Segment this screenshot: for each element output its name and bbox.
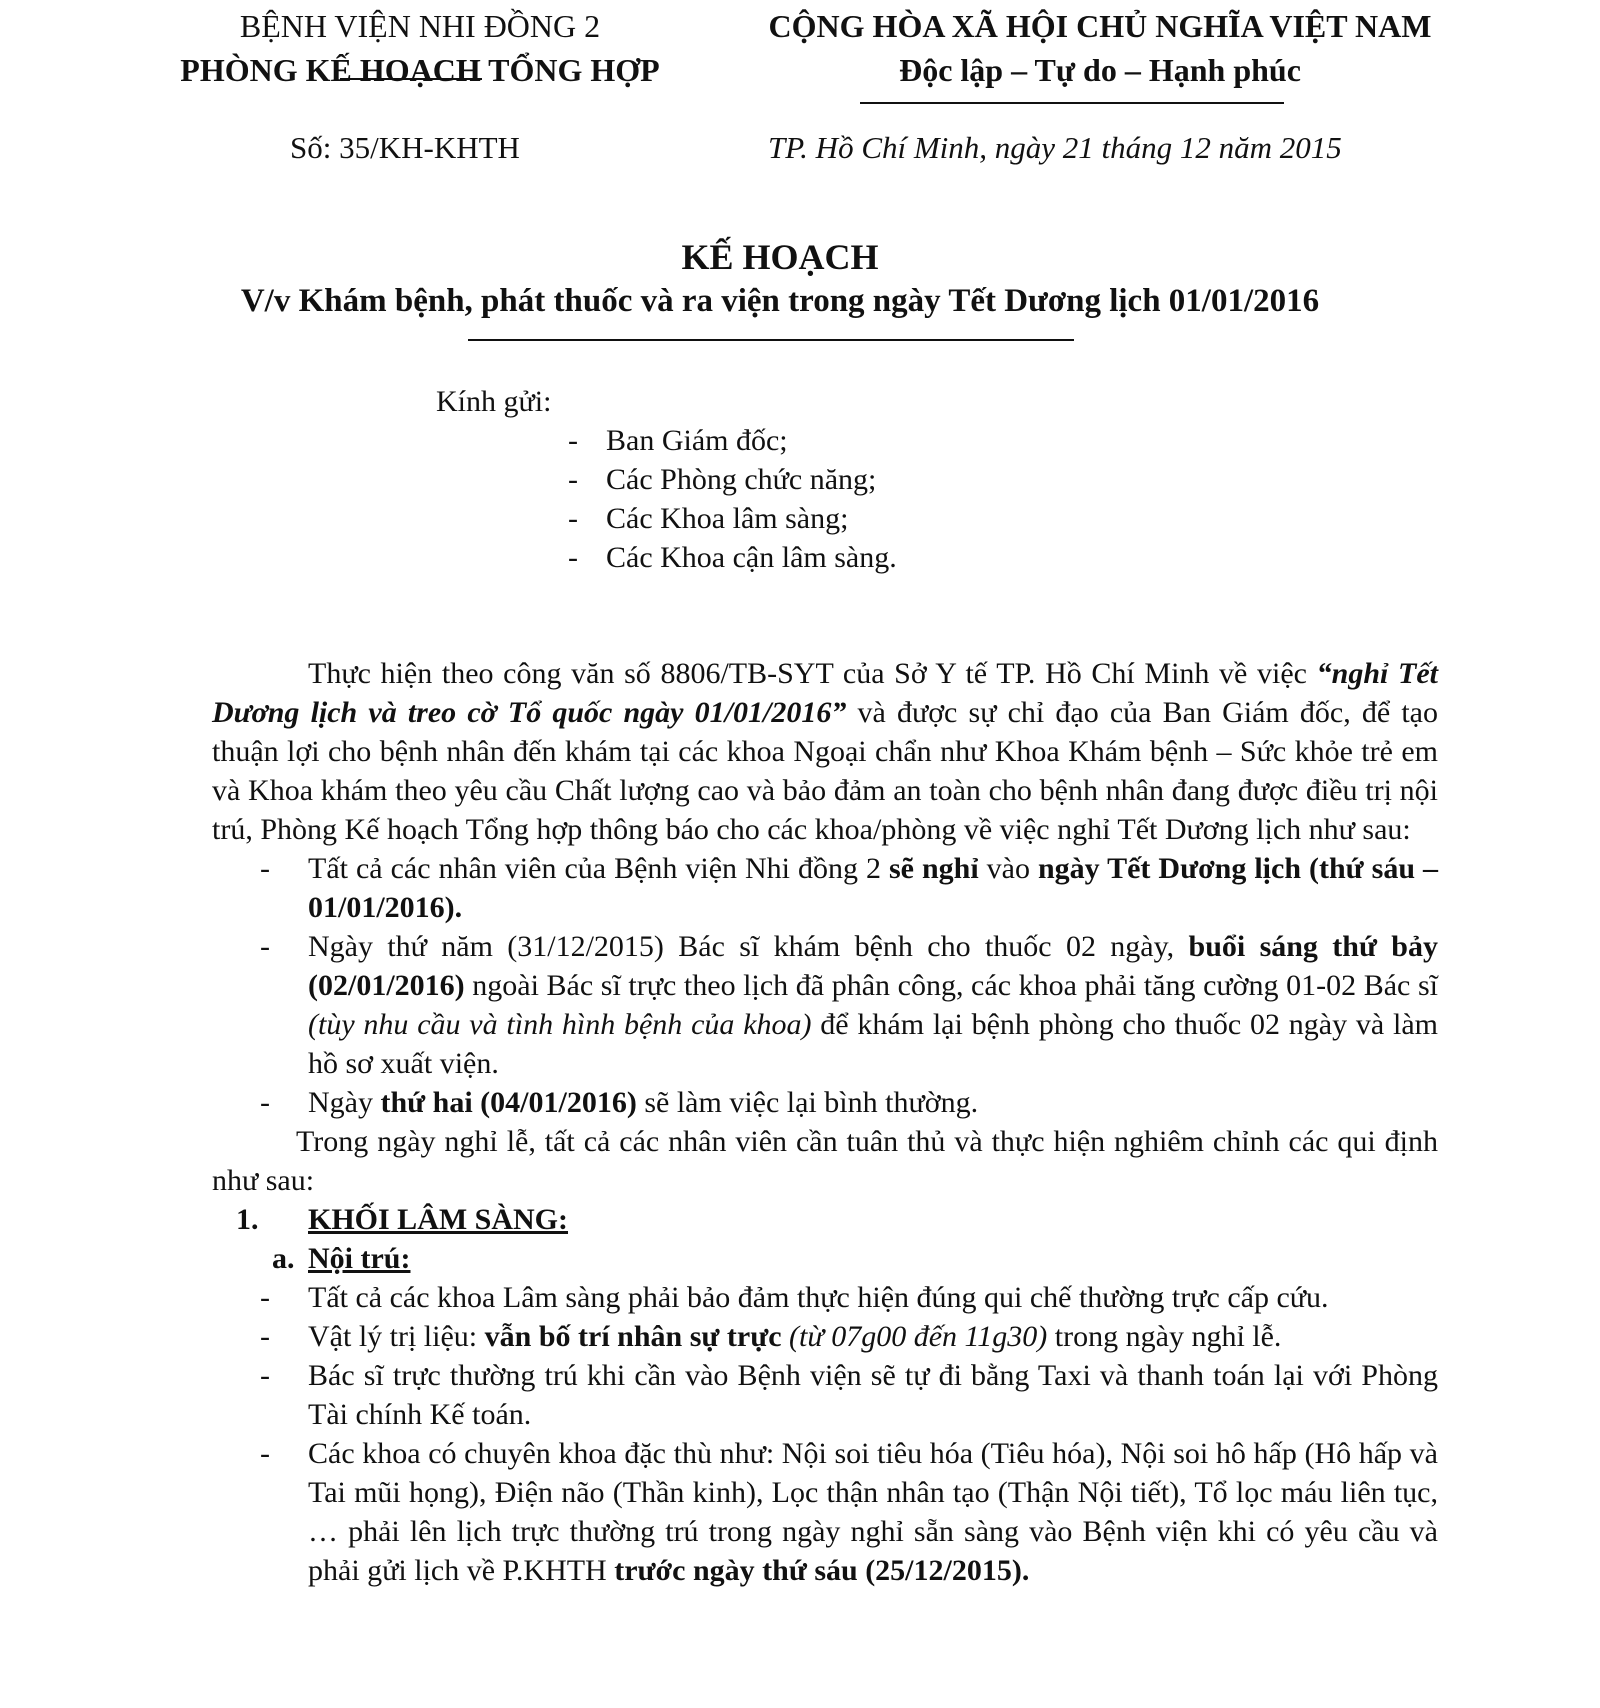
- subsection-label: Nội trú:: [308, 1242, 411, 1275]
- text-run: vào: [978, 852, 1038, 885]
- recipient-text: Các Phòng chức năng;: [606, 463, 877, 496]
- list-item: [212, 1434, 1438, 1590]
- recipient-item: [436, 460, 897, 499]
- recipient-item: [436, 499, 897, 538]
- list-dash: -: [260, 1359, 270, 1392]
- list-item: [212, 1278, 1438, 1317]
- list-item: [212, 927, 1438, 1083]
- intro-quote: “nghỉ Tết Dương lịch và treo cờ Tổ quốc ngày 01/01/2016”: [212, 657, 1438, 729]
- list-dash: -: [568, 541, 578, 574]
- text-run: (tùy nhu cầu và tình hình bệnh của khoa): [308, 1008, 812, 1041]
- text-run: ngoài Bác sĩ trực theo lịch đã phân công, các khoa phải tăng cường 01-02 Bác sĩ: [464, 969, 1438, 1002]
- document-subject: V/v Khám bệnh, phát thuốc và ra viện trong ngày Tết Dương lịch 01/01/2016: [240, 283, 1320, 319]
- list-item: [212, 849, 1438, 927]
- list-dash: -: [568, 502, 578, 535]
- text-run: Tất cả các nhân viên của Bệnh viện Nhi đồng 2: [308, 852, 889, 885]
- list-dash: -: [260, 1437, 270, 1470]
- document-title: KẾ HOẠCH: [681, 237, 879, 277]
- motto-underline: [860, 102, 1284, 104]
- list-dash: -: [260, 1086, 270, 1119]
- text-run: Các khoa có chuyên khoa đặc thù như: Nội soi tiêu hóa (Tiêu hóa), Nội soi hô hấp (Hô hấp và Tai mũi họng), Điện não (Thần kinh), Lọc thận nhân tạo (Thận Nội tiết), Tổ lọc máu liên tục, … phải lên lịch trực thường trú trong ngày nghỉ sẵn sàng vào Bệnh viện khi có yêu cầu và phải gửi lịch về P.KHTH: [308, 1437, 1438, 1587]
- section-heading: [212, 1200, 1438, 1239]
- text-run: sẽ nghỉ: [888, 852, 979, 885]
- text-run: Ngày: [308, 1086, 381, 1119]
- document-body: [212, 654, 1438, 1590]
- hospital-name: BỆNH VIỆN NHI ĐỒNG 2: [239, 8, 601, 44]
- document-number: Số: 35/KH-KHTH: [290, 130, 520, 165]
- motto: Độc lập – Tự do – Hạnh phúc: [899, 52, 1301, 88]
- text-run: ngày Tết Dương lịch (thứ sáu – 01/01/2016).: [308, 852, 1439, 924]
- list-dash: -: [260, 1320, 270, 1353]
- recipient-text: Các Khoa cận lâm sàng.: [606, 541, 897, 574]
- place-date: TP. Hồ Chí Minh, ngày 21 tháng 12 năm 2015: [768, 130, 1342, 165]
- recipient-text: Ban Giám đốc;: [606, 424, 788, 457]
- title-underline: [468, 339, 1074, 341]
- recipients-label: Kính gửi:: [436, 385, 552, 418]
- text-run: trước ngày thứ sáu (25/12/2015).: [614, 1554, 1030, 1587]
- intro-text: Thực hiện theo công văn số 8806/TB-SYT của Sở Y tế TP. Hồ Chí Minh về việc: [308, 657, 1317, 690]
- recipient-item: [436, 538, 897, 577]
- section-number: 1.: [236, 1203, 259, 1236]
- list-item: [212, 1356, 1438, 1434]
- list-dash: -: [260, 852, 270, 885]
- text-run: trong ngày nghỉ lễ.: [1047, 1320, 1282, 1353]
- org-underline: [340, 78, 482, 80]
- recipients-block: [436, 382, 897, 577]
- subsection-heading: [212, 1239, 1438, 1278]
- intro-paragraph: [212, 654, 1438, 849]
- intro-text-rest: và được sự chỉ đạo của Ban Giám đốc, để tạo thuận lợi cho bệnh nhân đến khám tại các khoa Ngoại chẩn như Khoa Khám bệnh – Sức khỏe trẻ em và Khoa khám theo yêu cầu Chất lượng cao và bảo đảm an toàn cho bệnh nhân đang được điều trị nội trú, Phòng Kế hoạch Tổng hợp thông báo cho các khoa/phòng về việc nghỉ Tết Dương lịch như sau:: [212, 696, 1438, 846]
- rules-intro-paragraph: Trong ngày nghỉ lễ, tất cả các nhân viên cần tuân thủ và thực hiện nghiêm chỉnh các qui định như sau:: [212, 1125, 1438, 1197]
- text-run: Bác sĩ trực thường trú khi cần vào Bệnh viện sẽ tự đi bằng Taxi và thanh toán lại với Phòng Tài chính Kế toán.: [308, 1359, 1438, 1431]
- text-run: buổi sáng thứ bảy (02/01/2016): [308, 930, 1438, 1002]
- text-run: [782, 1320, 790, 1353]
- list-item: [212, 1083, 1438, 1122]
- text-run: Vật lý trị liệu:: [308, 1320, 485, 1353]
- recipient-text: Các Khoa lâm sàng;: [606, 502, 849, 535]
- department-name: PHÒNG KẾ HOẠCH TỔNG HỢP: [180, 52, 660, 88]
- national-motto-block: [700, 4, 1500, 92]
- nation-title: CỘNG HÒA XÃ HỘI CHỦ NGHĨA VIỆT NAM: [768, 8, 1432, 44]
- text-run: (từ 07g00 đến 11g30): [789, 1320, 1048, 1353]
- text-run: vẫn bố trí nhân sự trực: [484, 1320, 782, 1353]
- text-run: Ngày thứ năm (31/12/2015) Bác sĩ khám bệnh cho thuốc 02 ngày,: [308, 930, 1189, 963]
- list-item: [212, 1317, 1438, 1356]
- text-run: để khám lại bệnh phòng cho thuốc 02 ngày và làm hồ sơ xuất viện.: [308, 1008, 1438, 1080]
- text-run: sẽ làm việc lại bình thường.: [636, 1086, 979, 1119]
- list-dash: -: [260, 1281, 270, 1314]
- section-label: KHỐI LÂM SÀNG:: [308, 1203, 569, 1236]
- text-run: Tất cả các khoa Lâm sàng phải bảo đảm thực hiện đúng qui chế thường trực cấp cứu.: [308, 1281, 1329, 1314]
- list-dash: -: [260, 930, 270, 963]
- subsection-number: a.: [272, 1242, 295, 1275]
- text-run: thứ hai (04/01/2016): [380, 1086, 637, 1119]
- recipient-item: [436, 421, 897, 460]
- list-dash: -: [568, 424, 578, 457]
- list-dash: -: [568, 463, 578, 496]
